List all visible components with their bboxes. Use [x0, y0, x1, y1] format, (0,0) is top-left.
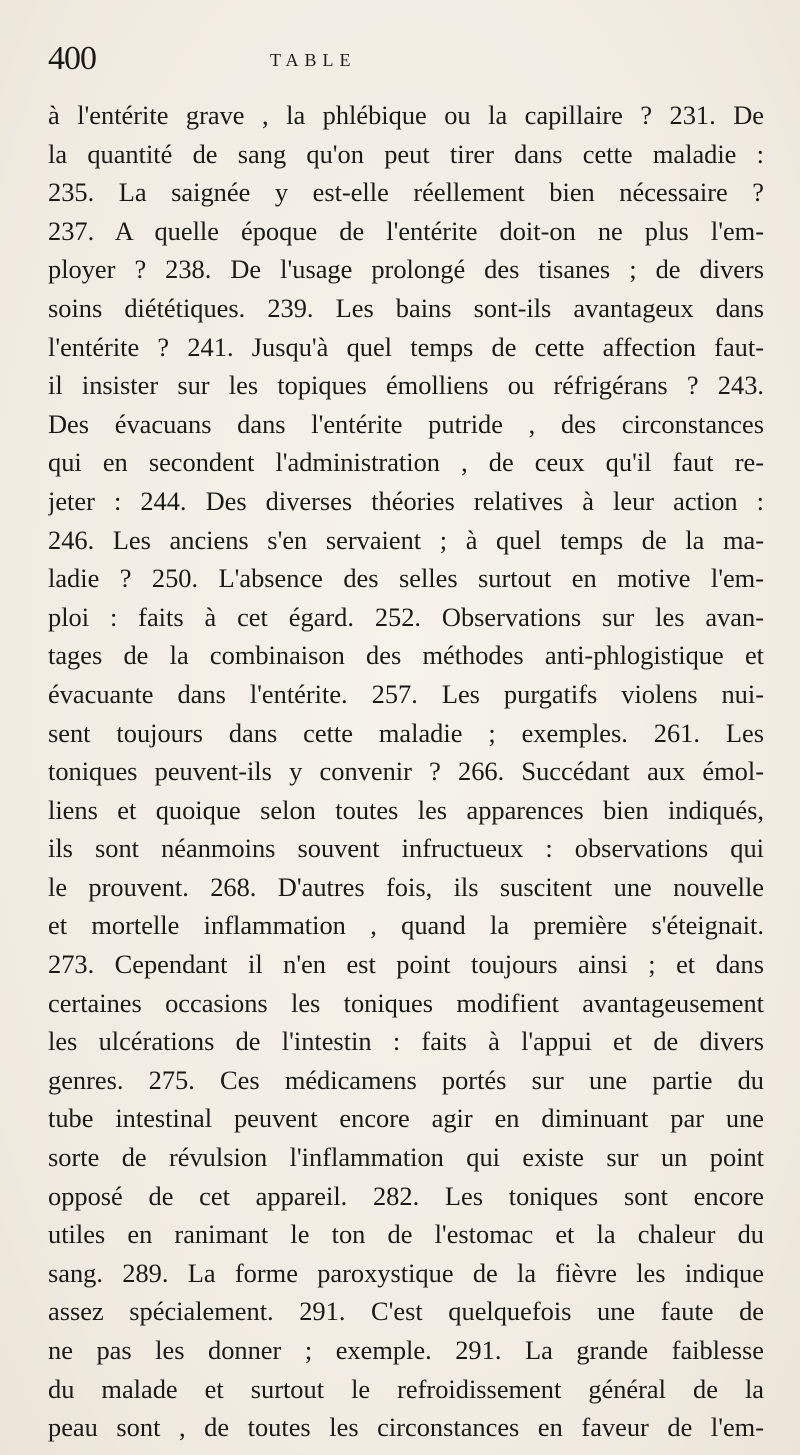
- page-number: 400: [48, 40, 96, 77]
- text-line: ils sont néanmoins souvent infructueux : observations qui: [48, 833, 764, 864]
- text-line: genres. 275. Ces médicamens portés sur une partie du: [48, 1064, 764, 1095]
- text-line: peau sont , de toutes les circonstances en faveur de l'em-: [48, 1412, 764, 1443]
- text-line: tages de la combinaison des méthodes anti-phlogistique et: [48, 640, 764, 671]
- text-line: 273. Cependant il n'en est point toujours ainsi ; et dans: [48, 949, 764, 980]
- text-line: soins diététiques. 239. Les bains sont-ils avantageux dans: [48, 292, 764, 323]
- text-line: ladie ? 250. L'absence des selles surtout en motive l'em-: [48, 563, 764, 594]
- text-line: toniques peuvent-ils y convenir ? 266. Succédant aux émol-: [48, 756, 764, 787]
- text-line: assez spécialement. 291. C'est quelquefois une faute de: [48, 1296, 764, 1327]
- body-text: [48, 96, 764, 1447]
- text-line: sorte de révulsion l'inflammation qui existe sur un point: [48, 1142, 764, 1173]
- text-line: ploi : faits à cet égard. 252. Observations sur les avan-: [48, 601, 764, 632]
- text-line: sent toujours dans cette maladie ; exemples. 261. Les: [48, 717, 764, 748]
- text-line: du malade et surtout le refroidissement général de la: [48, 1373, 764, 1404]
- text-line: l'entérite ? 241. Jusqu'à quel temps de cette affection faut-: [48, 331, 764, 362]
- text-line: à l'entérite grave , la phlébique ou la capillaire ? 231. De: [48, 100, 764, 130]
- text-line: 235. La saignée y est-elle réellement bien nécessaire ?: [48, 177, 764, 208]
- text-line: les ulcérations de l'intestin : faits à l'appui et de divers: [48, 1026, 764, 1057]
- text-line: tube intestinal peuvent encore agir en diminuant par une: [48, 1103, 764, 1134]
- text-line: utiles en ranimant le ton de l'estomac et la chaleur du: [48, 1219, 764, 1250]
- text-line: opposé de cet appareil. 282. Les toniques sont encore: [48, 1180, 764, 1211]
- text-line: Des évacuans dans l'entérite putride , des circonstances: [48, 408, 764, 439]
- text-line: liens et quoique selon toutes les apparences bien indiqués,: [48, 794, 764, 825]
- running-head: TABLE: [270, 50, 357, 70]
- text-line: et mortelle inflammation , quand la première s'éteignait.: [48, 910, 764, 941]
- text-line: ne pas les donner ; exemple. 291. La grande faiblesse: [48, 1335, 764, 1365]
- text-line: la quantité de sang qu'on peut tirer dans cette maladie :: [48, 138, 764, 169]
- text-line: jeter : 244. Des diverses théories relatives à leur action :: [48, 485, 764, 516]
- text-line: le prouvent. 268. D'autres fois, ils suscitent une nouvelle: [48, 871, 764, 902]
- text-line: sang. 289. La forme paroxystique de la fièvre les indique: [48, 1257, 764, 1288]
- text-line: qui en secondent l'administration , de ceux qu'il faut re-: [48, 447, 764, 478]
- text-line: 246. Les anciens s'en servaient ; à quel temps de la ma-: [48, 524, 764, 555]
- text-line: il insister sur les topiques émolliens ou réfrigérans ? 243.: [48, 370, 764, 401]
- page-header: [48, 40, 758, 80]
- text-line: évacuante dans l'entérite. 257. Les purgatifs violens nui-: [48, 678, 764, 709]
- text-line: ployer ? 238. De l'usage prolongé des tisanes ; de divers: [48, 254, 764, 285]
- text-line: certaines occasions les toniques modifient avantageusement: [48, 987, 764, 1018]
- text-line: 237. A quelle époque de l'entérite doit-on ne plus l'em-: [48, 215, 764, 246]
